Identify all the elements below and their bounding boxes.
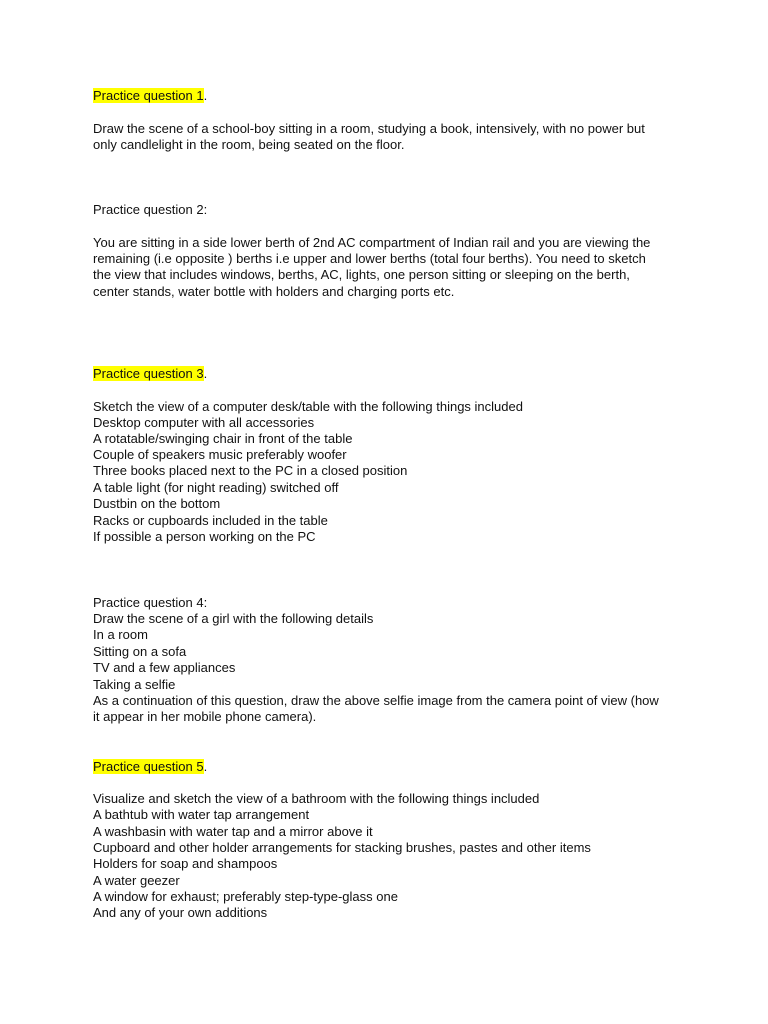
question-2-line: remaining (i.e opposite ) berths i.e upper and lower berths (total four berths). You need to sketch bbox=[93, 251, 646, 266]
question-3-line: Three books placed next to the PC in a closed position bbox=[93, 463, 408, 478]
question-4-line: In a room bbox=[93, 627, 148, 642]
question-5-line: A washbasin with water tap and a mirror above it bbox=[93, 824, 373, 839]
question-4-line: Draw the scene of a girl with the following details bbox=[93, 611, 374, 626]
question-3-line: A rotatable/swinging chair in front of the table bbox=[93, 431, 353, 446]
question-1-heading-highlight: Practice question 1 bbox=[93, 88, 204, 103]
question-5-line: Cupboard and other holder arrangements for stacking brushes, pastes and other items bbox=[93, 840, 591, 855]
question-3-line: Couple of speakers music preferably woofer bbox=[93, 447, 347, 462]
question-4-line: TV and a few appliances bbox=[93, 660, 236, 675]
question-2-line: the view that includes windows, berths, AC, lights, one person sitting or sleeping on the berth, bbox=[93, 267, 630, 282]
question-4-line: it appear in her mobile phone camera). bbox=[93, 709, 317, 724]
question-4-line: Taking a selfie bbox=[93, 677, 176, 692]
question-3-line: Desktop computer with all accessories bbox=[93, 415, 315, 430]
question-5-heading-highlight: Practice question 5 bbox=[93, 759, 204, 774]
question-5-line: A water geezer bbox=[93, 873, 180, 888]
question-2-line: center stands, water bottle with holders and charging ports etc. bbox=[93, 284, 455, 299]
question-1-line: only candlelight in the room, being seated on the floor. bbox=[93, 137, 405, 152]
question-5-line: A window for exhaust; preferably step-type-glass one bbox=[93, 889, 398, 904]
question-3-heading-period: . bbox=[203, 366, 208, 381]
question-4-heading: Practice question 4: bbox=[93, 595, 208, 610]
question-1-heading bbox=[93, 88, 207, 104]
question-5-line: Visualize and sketch the view of a bathroom with the following things included bbox=[93, 791, 540, 806]
question-4-line: Sitting on a sofa bbox=[93, 644, 187, 659]
question-1-heading-period: . bbox=[203, 88, 208, 103]
question-1-line: Draw the scene of a school-boy sitting in a room, studying a book, intensively, with no power but bbox=[93, 121, 645, 136]
question-3-line: Racks or cupboards included in the table bbox=[93, 513, 328, 528]
question-3-line: Dustbin on the bottom bbox=[93, 496, 221, 511]
question-3-heading-highlight: Practice question 3 bbox=[93, 366, 204, 381]
question-3-line: A table light (for night reading) switched off bbox=[93, 480, 339, 495]
question-5-line: And any of your own additions bbox=[93, 905, 268, 920]
question-4-line: As a continuation of this question, draw the above selfie image from the camera point of view (how bbox=[93, 693, 659, 708]
question-5-line: A bathtub with water tap arrangement bbox=[93, 807, 310, 822]
question-3-heading bbox=[93, 366, 207, 382]
question-2-line: You are sitting in a side lower berth of 2nd AC compartment of Indian rail and you are viewing the bbox=[93, 235, 651, 250]
question-2-heading: Practice question 2: bbox=[93, 202, 208, 217]
question-5-heading-period: . bbox=[203, 759, 208, 774]
question-3-line: Sketch the view of a computer desk/table with the following things included bbox=[93, 399, 523, 414]
question-5-heading bbox=[93, 759, 207, 775]
question-3-line: If possible a person working on the PC bbox=[93, 529, 316, 544]
question-5-line: Holders for soap and shampoos bbox=[93, 856, 278, 871]
